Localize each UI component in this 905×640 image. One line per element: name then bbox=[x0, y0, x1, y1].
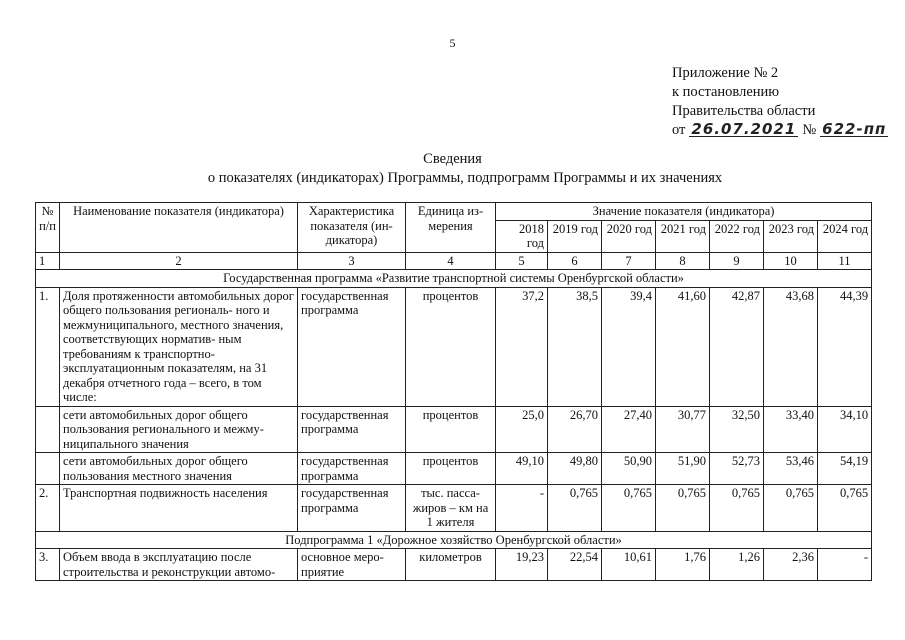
header-num: № п/п bbox=[36, 203, 60, 253]
heading-subtitle: о показателях (индикаторах) Программы, подпрограмм Программы и их значениях bbox=[207, 170, 723, 186]
appendix-block bbox=[672, 64, 888, 140]
row-number bbox=[36, 406, 60, 453]
indicator-value: 30,77 bbox=[656, 406, 710, 453]
indicator-name: Объем ввода в эксплуатацию после строительства и реконструкции автомо- bbox=[60, 549, 298, 581]
indicator-value: 27,40 bbox=[602, 406, 656, 453]
column-number: 9 bbox=[710, 252, 764, 270]
indicator-value: - bbox=[496, 485, 548, 532]
document-heading bbox=[0, 150, 905, 188]
appendix-resolution-line: к постановлению bbox=[672, 84, 780, 100]
indicator-value: 22,54 bbox=[548, 549, 602, 581]
header-year: 2019 год bbox=[548, 220, 602, 252]
header-name: Наименование показателя (индикатора) bbox=[60, 203, 298, 253]
header-row-top bbox=[36, 203, 872, 221]
column-numbers-row bbox=[36, 252, 872, 270]
handwritten-number: 622-пп bbox=[822, 120, 887, 138]
indicator-value: 52,73 bbox=[710, 453, 764, 485]
table-body-state-program bbox=[36, 270, 872, 532]
indicator-name: Доля протяженности автомобильных дорог общего пользования региональ- ного и межмуниципального, местного значения, соответствующих норматив- ным требованиям к транспортно- эксплуатационным показателям, на 31 декабря отчетного года – всего, в том числе: bbox=[60, 287, 298, 406]
indicator-characteristic: государственная программа bbox=[298, 406, 406, 453]
indicator-value: 54,19 bbox=[818, 453, 872, 485]
header-year: 2020 год bbox=[602, 220, 656, 252]
indicator-value: 10,61 bbox=[602, 549, 656, 581]
column-number: 1 bbox=[36, 252, 60, 270]
indicator-unit: процентов bbox=[406, 287, 496, 406]
number-sign: № bbox=[802, 122, 817, 138]
indicator-characteristic: основное меро- приятие bbox=[298, 549, 406, 581]
section-row bbox=[36, 531, 872, 549]
page-number: 5 bbox=[449, 36, 456, 50]
indicator-value: 38,5 bbox=[548, 287, 602, 406]
appendix-title: Приложение № 2 bbox=[672, 65, 779, 81]
column-number: 3 bbox=[298, 252, 406, 270]
indicator-name: сети автомобильных дорог общего пользования местного значения bbox=[60, 453, 298, 485]
header-year: 2022 год bbox=[710, 220, 764, 252]
section-title-subprogram-1: Подпрограмма 1 «Дорожное хозяйство Оренбургской области» bbox=[36, 531, 872, 549]
row-number bbox=[36, 453, 60, 485]
appendix-date-line bbox=[672, 121, 888, 140]
indicator-value: 19,23 bbox=[496, 549, 548, 581]
column-number: 7 bbox=[602, 252, 656, 270]
header-year: 2018 год bbox=[496, 220, 548, 252]
header-values-group: Значение показателя (индикатора) bbox=[496, 203, 872, 221]
indicator-value: 0,765 bbox=[764, 485, 818, 532]
header-year: 2024 год bbox=[818, 220, 872, 252]
column-number: 4 bbox=[406, 252, 496, 270]
indicator-value: 25,0 bbox=[496, 406, 548, 453]
indicator-value: 53,46 bbox=[764, 453, 818, 485]
date-prefix: от bbox=[672, 122, 686, 138]
column-number: 10 bbox=[764, 252, 818, 270]
header-year: 2023 год bbox=[764, 220, 818, 252]
indicator-value: 0,765 bbox=[602, 485, 656, 532]
indicator-value: 41,60 bbox=[656, 287, 710, 406]
handwritten-date: 26.07.2021 bbox=[691, 120, 797, 138]
indicator-value: 51,90 bbox=[656, 453, 710, 485]
column-number: 6 bbox=[548, 252, 602, 270]
indicator-value: 2,36 bbox=[764, 549, 818, 581]
indicator-value: 39,4 bbox=[602, 287, 656, 406]
indicator-name: сети автомобильных дорог общего пользования регионального и межму- ниципального значения bbox=[60, 406, 298, 453]
indicator-unit: процентов bbox=[406, 406, 496, 453]
row-number: 2. bbox=[36, 485, 60, 532]
indicator-characteristic: государственная программа bbox=[298, 287, 406, 406]
column-number: 8 bbox=[656, 252, 710, 270]
section-title-state-program: Государственная программа «Развитие транспортной системы Оренбургской области» bbox=[36, 270, 872, 288]
row-number: 1. bbox=[36, 287, 60, 406]
indicator-unit: километров bbox=[406, 549, 496, 581]
section-row bbox=[36, 270, 872, 288]
indicator-value: 0,765 bbox=[656, 485, 710, 532]
indicator-value: 44,39 bbox=[818, 287, 872, 406]
indicator-value: 1,26 bbox=[710, 549, 764, 581]
indicator-value: 0,765 bbox=[710, 485, 764, 532]
table-row bbox=[36, 549, 872, 581]
table-row bbox=[36, 287, 872, 406]
header-year: 2021 год bbox=[656, 220, 710, 252]
indicator-value: 33,40 bbox=[764, 406, 818, 453]
heading-title: Сведения bbox=[423, 151, 482, 167]
column-number: 5 bbox=[496, 252, 548, 270]
indicators-table bbox=[35, 202, 872, 581]
indicator-unit: тыс. пасса- жиров – км на 1 жителя bbox=[406, 485, 496, 532]
indicator-characteristic: государственная программа bbox=[298, 485, 406, 532]
indicator-value: 37,2 bbox=[496, 287, 548, 406]
header-characteristic: Характеристика показателя (ин- дикатора) bbox=[298, 203, 406, 253]
table-row bbox=[36, 453, 872, 485]
indicator-value: 34,10 bbox=[818, 406, 872, 453]
indicator-value: 42,87 bbox=[710, 287, 764, 406]
table-row bbox=[36, 406, 872, 453]
table-body-subprogram-1 bbox=[36, 531, 872, 581]
indicator-value: 26,70 bbox=[548, 406, 602, 453]
indicator-unit: процентов bbox=[406, 453, 496, 485]
indicator-value: 0,765 bbox=[548, 485, 602, 532]
column-number: 2 bbox=[60, 252, 298, 270]
indicator-value: 0,765 bbox=[818, 485, 872, 532]
table-row bbox=[36, 485, 872, 532]
row-number: 3. bbox=[36, 549, 60, 581]
indicator-name: Транспортная подвижность населения bbox=[60, 485, 298, 532]
indicator-value: 49,80 bbox=[548, 453, 602, 485]
indicator-value: 32,50 bbox=[710, 406, 764, 453]
indicator-value: 1,76 bbox=[656, 549, 710, 581]
appendix-government-line: Правительства области bbox=[672, 103, 816, 119]
indicator-value: 49,10 bbox=[496, 453, 548, 485]
column-number: 11 bbox=[818, 252, 872, 270]
indicator-characteristic: государственная программа bbox=[298, 453, 406, 485]
indicator-value: - bbox=[818, 549, 872, 581]
header-unit: Единица из- мерения bbox=[406, 203, 496, 253]
indicator-value: 43,68 bbox=[764, 287, 818, 406]
indicator-value: 50,90 bbox=[602, 453, 656, 485]
